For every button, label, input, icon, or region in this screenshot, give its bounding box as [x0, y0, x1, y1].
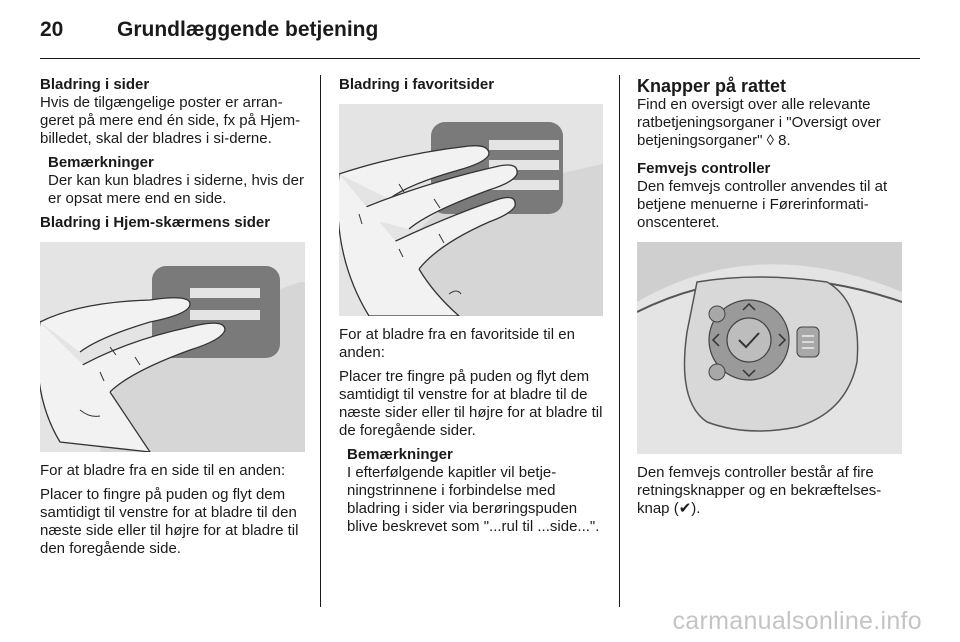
- five-way-paragraph: Den femvejs controller anvendes til at betjene menuerne i Førerinformati-onscenteret.: [637, 178, 888, 231]
- heading-five-way: Femvejs controller: [637, 160, 771, 177]
- five-way-description: Den femvejs controller består af fire retningsknapper og en bekræftelses-knap (✔).: [637, 464, 882, 517]
- column-3: [637, 76, 902, 518]
- home-intro: For at bladre fra en side til en anden:: [40, 462, 286, 479]
- note-block-2: [339, 446, 603, 536]
- header-divider: [40, 58, 920, 59]
- column-divider-2: [619, 75, 620, 607]
- column-divider-1: [320, 75, 321, 607]
- page-header: [40, 18, 920, 46]
- note-title-2: Bemærkninger: [347, 446, 453, 463]
- note-title: Bemærkninger: [48, 154, 154, 171]
- two-finger-swipe-illustration: [40, 242, 305, 452]
- page-title: Grundlæggende betjening: [117, 18, 379, 41]
- steering-buttons-paragraph: Find en oversigt over alle relevante ratbetjeningsorganer i "Oversigt over betjeningsorganer" ◊ 8.: [637, 96, 881, 149]
- column-1: [40, 76, 305, 558]
- watermark: carmanualsonline.info: [672, 607, 922, 635]
- heading-paging: Bladring i sider: [40, 76, 150, 93]
- note-text-2: I efterfølgende kapitler vil betje-ningstrinnene i forbindelse med bladring i sider via berøringspuden blive beskrevet som "...rul til ...side...".: [347, 464, 600, 535]
- page-number: 20: [40, 18, 64, 41]
- steering-wheel-controller-illustration: [637, 242, 902, 454]
- note-text: Der kan kun bladres i siderne, hvis der er opsat mere end en side.: [48, 172, 304, 207]
- column-2: [339, 76, 603, 536]
- three-finger-swipe-illustration: [339, 104, 603, 316]
- favorites-intro: For at bladre fra en favoritside til en anden:: [339, 326, 575, 361]
- heading-home-pages: Bladring i Hjem-skærmens sider: [40, 214, 271, 231]
- favorites-instructions: Placer tre fingre på puden og flyt dem samtidigt til venstre for at bladre til de næste sider eller til højre for at bladre til de foregående sider.: [339, 368, 603, 439]
- note-block: [40, 154, 305, 208]
- paging-paragraph: Hvis de tilgængelige poster er arran-geret på mere end én side, fx på Hjem-billedet, skal der bladres i si-derne.: [40, 94, 301, 147]
- heading-favorites: Bladring i favoritsider: [339, 76, 495, 93]
- home-instructions: Placer to fingre på puden og flyt dem samtidigt til venstre for at bladre til den næste side eller til højre for at bladre til den foregående side.: [40, 486, 299, 557]
- heading-steering-buttons: Knapper på rattet: [637, 76, 787, 96]
